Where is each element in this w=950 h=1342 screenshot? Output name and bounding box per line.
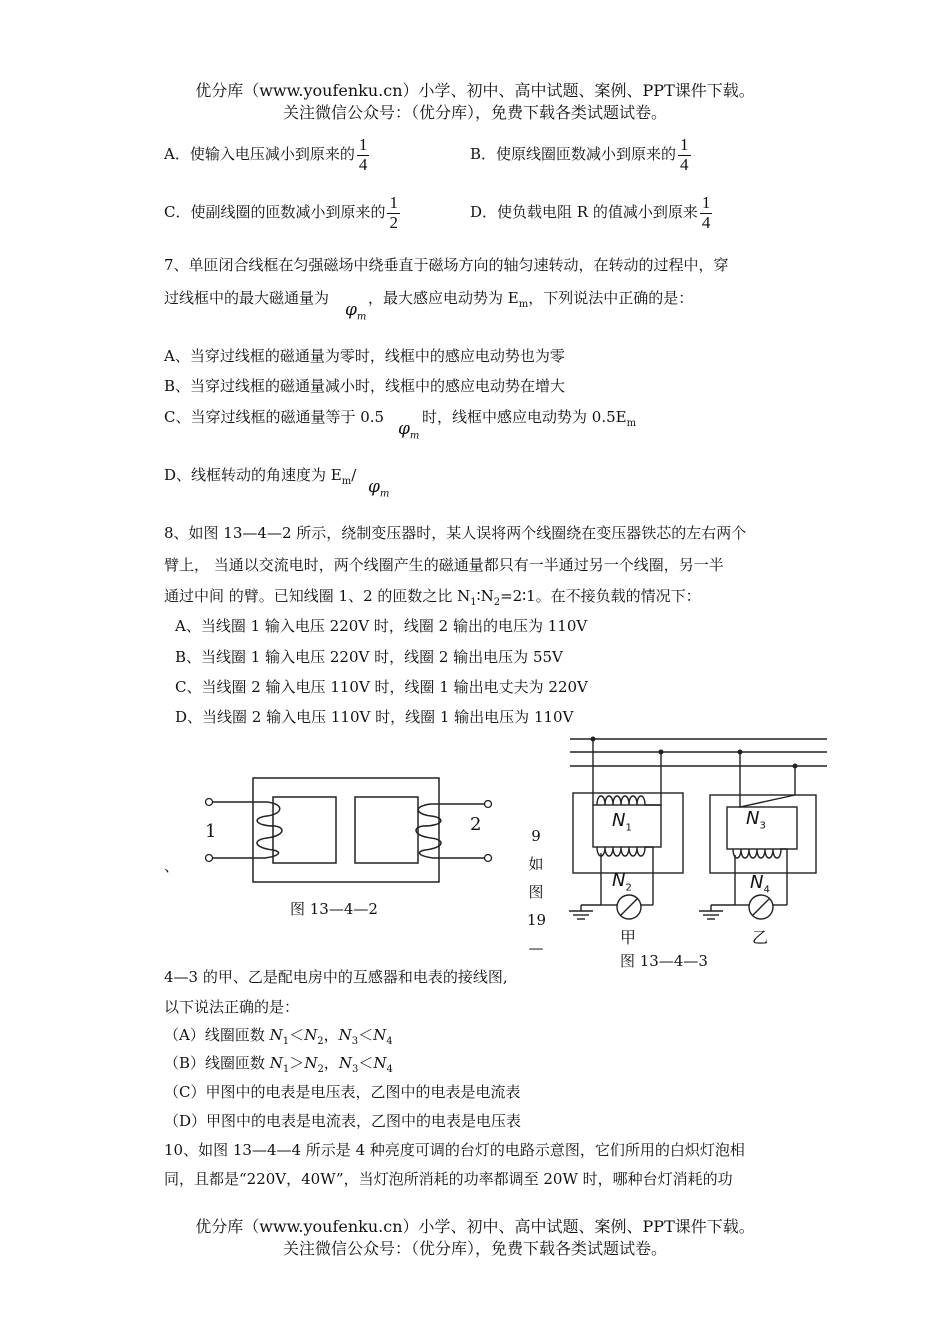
phi-subscript: m bbox=[379, 488, 390, 500]
yi-secondary-coil bbox=[733, 849, 787, 858]
q7-option-d-slash: / bbox=[351, 466, 357, 484]
terminal-1b bbox=[206, 855, 213, 862]
q8-option-d: D、当线圈 2 输入电压 110V 时，线圈 1 输出电压为 110V bbox=[175, 708, 574, 726]
phi-symbol: φ bbox=[345, 300, 357, 320]
q6-a-denominator: 4 bbox=[358, 154, 368, 174]
q7-option-c-part-2 bbox=[422, 406, 636, 429]
junction-1 bbox=[591, 737, 596, 742]
q6-option-a-fraction bbox=[357, 136, 370, 174]
q9-line-1: 4—3 的甲、乙是配电房中的互感器和电表的接线图, bbox=[164, 968, 508, 986]
q9-a-prefix: （A）线圈匝数 bbox=[164, 1026, 270, 1044]
q7-option-d bbox=[164, 464, 356, 487]
q9-b-prefix: （B）线圈匝数 bbox=[164, 1054, 270, 1072]
phi-symbol: φ bbox=[368, 477, 380, 497]
n2-subscript: 2 bbox=[493, 597, 501, 608]
figure-13-4-2 bbox=[195, 770, 505, 895]
q9-a-sub4: 4 bbox=[386, 1036, 393, 1047]
q8-option-a: A、当线圈 1 输入电压 220V 时，线圈 2 输出的电压为 110V bbox=[175, 617, 588, 635]
em-subscript: m bbox=[626, 418, 637, 429]
q9-b-n4: N bbox=[373, 1054, 387, 1072]
q9-b-sub3: 3 bbox=[351, 1064, 359, 1075]
q9-a-sub2: 2 bbox=[317, 1036, 324, 1047]
q7-phi-m-symbol bbox=[345, 300, 366, 322]
q9-vertical-3: 图 bbox=[528, 883, 544, 901]
label-yi: 乙 bbox=[752, 928, 769, 947]
jia-meter-needle bbox=[621, 899, 637, 915]
header-line-1: 优分库（www.youfenku.cn）小学、初中、高中试题、案例、PPT课件下载。 bbox=[195, 81, 755, 100]
figure-13-4-2-caption: 图 13—4—2 bbox=[290, 900, 378, 918]
q7-option-c-part-1: C、当穿过线框的磁通量等于 0.5 bbox=[164, 408, 385, 426]
label-n2 bbox=[612, 870, 632, 894]
q9-vertical-5: — bbox=[528, 939, 544, 957]
junction-3 bbox=[738, 750, 743, 755]
q8-line-3-c: =2∶1。在不接负载的情况下： bbox=[500, 587, 701, 605]
q9-a-less-1: ＜ bbox=[289, 1026, 305, 1044]
q9-a-n4: N bbox=[373, 1026, 387, 1044]
q7-line-2-a: 过线框中的最大磁通量为 bbox=[164, 289, 330, 307]
q6-d-numerator: 1 bbox=[701, 193, 711, 212]
q8-line-3 bbox=[164, 585, 701, 608]
figure-13-4-3-caption: 图 13—4—3 bbox=[620, 952, 708, 970]
n1-subscript: 1 bbox=[470, 597, 477, 608]
q9-a-sub1: 1 bbox=[282, 1036, 290, 1047]
n3-letter: N bbox=[746, 808, 760, 829]
q8-line-1: 8、如图 13—4—2 所示，绕制变压器时，某人误将两个线圈绕在变压器铁芯的左右两个 bbox=[164, 524, 747, 542]
coil-1-label: 1 bbox=[205, 821, 217, 842]
q8-option-b: B、当线圈 1 输入电压 220V 时，线圈 2 输出电压为 55V bbox=[175, 648, 563, 666]
n3-sub: 3 bbox=[759, 820, 766, 832]
label-jia: 甲 bbox=[620, 928, 637, 947]
q10-line-1: 10、如图 13—4—4 所示是 4 种亮度可调的台灯的电路示意图，它们所用的白炽灯泡相 bbox=[164, 1141, 745, 1159]
label-n3 bbox=[746, 808, 766, 832]
q9-option-a bbox=[164, 1024, 393, 1047]
q7-line-1: 7、单匝闭合线框在匀强磁场中绕垂直于磁场方向的轴匀速转动，在转动的过程中，穿 bbox=[164, 256, 729, 274]
core-outer bbox=[253, 778, 439, 882]
coil-2-label: 2 bbox=[470, 814, 482, 835]
q7-option-d-phi bbox=[368, 477, 389, 499]
q9-b-n3: N bbox=[338, 1054, 352, 1072]
q6-option-c-fraction bbox=[387, 194, 400, 232]
terminal-2b bbox=[485, 855, 492, 862]
q8-option-c: C、当线圈 2 输入电压 110V 时，线圈 1 输出电丈夫为 220V bbox=[175, 678, 588, 696]
q8-line-3-a: 通过中间 的臂。已知线圈 1、2 的匝数之比 N bbox=[164, 587, 471, 605]
q9-a-n1: N bbox=[269, 1026, 283, 1044]
q6-option-c bbox=[164, 194, 400, 232]
q7-option-c-text-2: 时，线框中感应电动势为 0.5E bbox=[422, 408, 627, 426]
q9-b-sub4: 4 bbox=[386, 1064, 393, 1075]
yi-primary-turn bbox=[740, 795, 795, 807]
phi-subscript: m bbox=[409, 430, 420, 442]
phi-subscript: m bbox=[356, 311, 367, 323]
stray-punctuation: 、 bbox=[164, 857, 180, 875]
q9-option-b bbox=[164, 1052, 393, 1075]
q6-option-a-text: A．使输入电压减小到原来的 bbox=[164, 145, 355, 164]
q6-option-d-text: D．使负载电阻 R 的值减小到原来 bbox=[470, 203, 698, 222]
junction-4 bbox=[793, 764, 798, 769]
jia-primary-coil bbox=[593, 796, 661, 805]
em-subscript: m bbox=[518, 299, 529, 310]
header-line-2: 关注微信公众号：（优分库），免费下载各类试题试卷。 bbox=[282, 103, 667, 122]
q6-c-denominator: 2 bbox=[389, 212, 398, 232]
n2-sub: 2 bbox=[625, 882, 632, 894]
n1-sub: 1 bbox=[625, 822, 632, 834]
q7-line-2-c: ，下列说法中正确的是： bbox=[528, 289, 694, 307]
q9-b-n2: N bbox=[304, 1054, 318, 1072]
core-window-right bbox=[355, 797, 418, 863]
q7-option-a: A、当穿过线框的磁通量为零时，线框中的感应电动势也为零 bbox=[164, 347, 565, 365]
q6-option-b bbox=[470, 136, 691, 174]
q7-line-2-rest bbox=[368, 287, 693, 310]
q6-a-numerator: 1 bbox=[358, 135, 368, 154]
q9-vertical-1: 9 bbox=[531, 827, 541, 845]
q6-c-numerator: 1 bbox=[389, 193, 398, 212]
em-subscript: m bbox=[341, 476, 352, 487]
q9-option-c: （C）甲图中的电表是电压表，乙图中的电表是电流表 bbox=[164, 1083, 521, 1101]
q7-line-2 bbox=[164, 287, 329, 308]
phi-symbol: φ bbox=[398, 419, 410, 439]
q9-a-less-2: ＜ bbox=[358, 1026, 374, 1044]
q7-option-c-phi bbox=[398, 419, 419, 441]
n4-sub: 4 bbox=[763, 884, 770, 896]
n2-letter: N bbox=[612, 870, 626, 891]
q9-b-less: ＜ bbox=[358, 1054, 374, 1072]
q9-b-greater: ＞ bbox=[289, 1054, 305, 1072]
q7-option-d-text: D、线框转动的角速度为 E bbox=[164, 466, 342, 484]
footer-line-1: 优分库（www.youfenku.cn）小学、初中、高中试题、案例、PPT课件下载。 bbox=[195, 1217, 755, 1236]
terminal-2a bbox=[485, 801, 492, 808]
q9-vertical-2: 如 bbox=[528, 855, 544, 873]
label-n1 bbox=[612, 810, 632, 834]
figure-13-4-3 bbox=[565, 733, 830, 943]
q9-b-comma: ， bbox=[323, 1054, 339, 1072]
q9-a-n3: N bbox=[338, 1026, 352, 1044]
n4-letter: N bbox=[750, 872, 764, 893]
junction-2 bbox=[659, 750, 664, 755]
q6-option-a bbox=[164, 136, 369, 174]
q7-line-2-b: ，最大感应电动势为 E bbox=[368, 289, 519, 307]
jia-secondary-coil bbox=[597, 847, 653, 856]
q9-b-sub1: 1 bbox=[282, 1064, 290, 1075]
q6-option-b-fraction bbox=[678, 136, 691, 174]
q6-d-denominator: 4 bbox=[701, 212, 711, 232]
footer-line-2: 关注微信公众号：（优分库），免费下载各类试题试卷。 bbox=[282, 1239, 667, 1258]
q6-b-denominator: 4 bbox=[680, 154, 689, 174]
q6-option-c-text: C．使副线圈的匝数减小到原来的 bbox=[164, 203, 386, 222]
q7-option-b: B、当穿过线框的磁通量减小时，线框中的感应电动势在增大 bbox=[164, 377, 566, 395]
q9-a-comma: ， bbox=[323, 1026, 339, 1044]
q9-a-n2: N bbox=[304, 1026, 318, 1044]
terminal-1a bbox=[206, 799, 213, 806]
q8-line-2: 臂上， 当通以交流电时，两个线圈产生的磁通量都只有一半通过另一个线圈，另一半 bbox=[164, 556, 724, 574]
q8-line-3-b: ∶N bbox=[476, 587, 494, 605]
q6-option-b-text: B．使原线圈匝数减小到原来的 bbox=[470, 145, 677, 164]
q6-b-numerator: 1 bbox=[680, 135, 689, 154]
q9-b-sub2: 2 bbox=[317, 1064, 324, 1075]
q9-a-sub3: 3 bbox=[351, 1036, 359, 1047]
coil-1 bbox=[209, 802, 282, 858]
n1-letter: N bbox=[612, 810, 626, 831]
q6-option-d bbox=[470, 194, 712, 232]
q9-option-d: （D）甲图中的电表是电流表，乙图中的电表是电压表 bbox=[164, 1112, 522, 1130]
q9-b-n1: N bbox=[269, 1054, 283, 1072]
q10-line-2: 同，且都是“220V，40W”，当灯泡所消耗的功率都调至 20W 时，哪种台灯消耗的功 bbox=[164, 1170, 733, 1188]
q6-option-d-fraction bbox=[700, 194, 713, 232]
yi-meter-needle bbox=[753, 899, 769, 915]
q9-vertical-4: 19 bbox=[527, 911, 547, 929]
q9-line-2: 以下说法正确的是： bbox=[164, 998, 300, 1016]
label-n4 bbox=[750, 872, 770, 896]
